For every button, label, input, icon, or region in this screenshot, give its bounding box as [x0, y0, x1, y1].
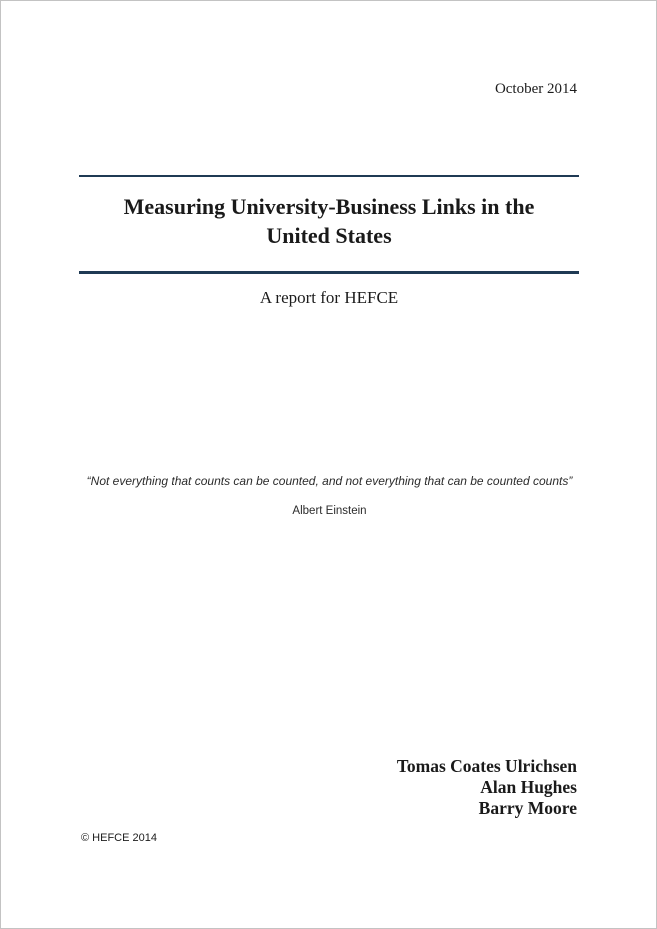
author-name: Alan Hughes — [480, 777, 577, 797]
author-name: Tomas Coates Ulrichsen — [396, 756, 577, 776]
epigraph-quote: “Not everything that counts can be counted, and not everything that can be counted counts” — [86, 474, 573, 488]
title-bottom-rule — [79, 271, 579, 274]
epigraph-attribution: Albert Einstein — [292, 505, 367, 517]
report-subtitle: A report for HEFCE — [259, 288, 399, 307]
authors-block — [397, 756, 577, 819]
copyright-notice: © HEFCE 2014 — [81, 832, 157, 844]
report-title-line-2: United States — [266, 223, 392, 248]
publication-date: October 2014 — [494, 81, 577, 97]
author-name: Barry Moore — [478, 798, 577, 818]
report-title-line-1: Measuring University-Business Links in the — [123, 194, 535, 219]
title-top-rule — [79, 175, 579, 177]
report-title — [79, 192, 579, 250]
